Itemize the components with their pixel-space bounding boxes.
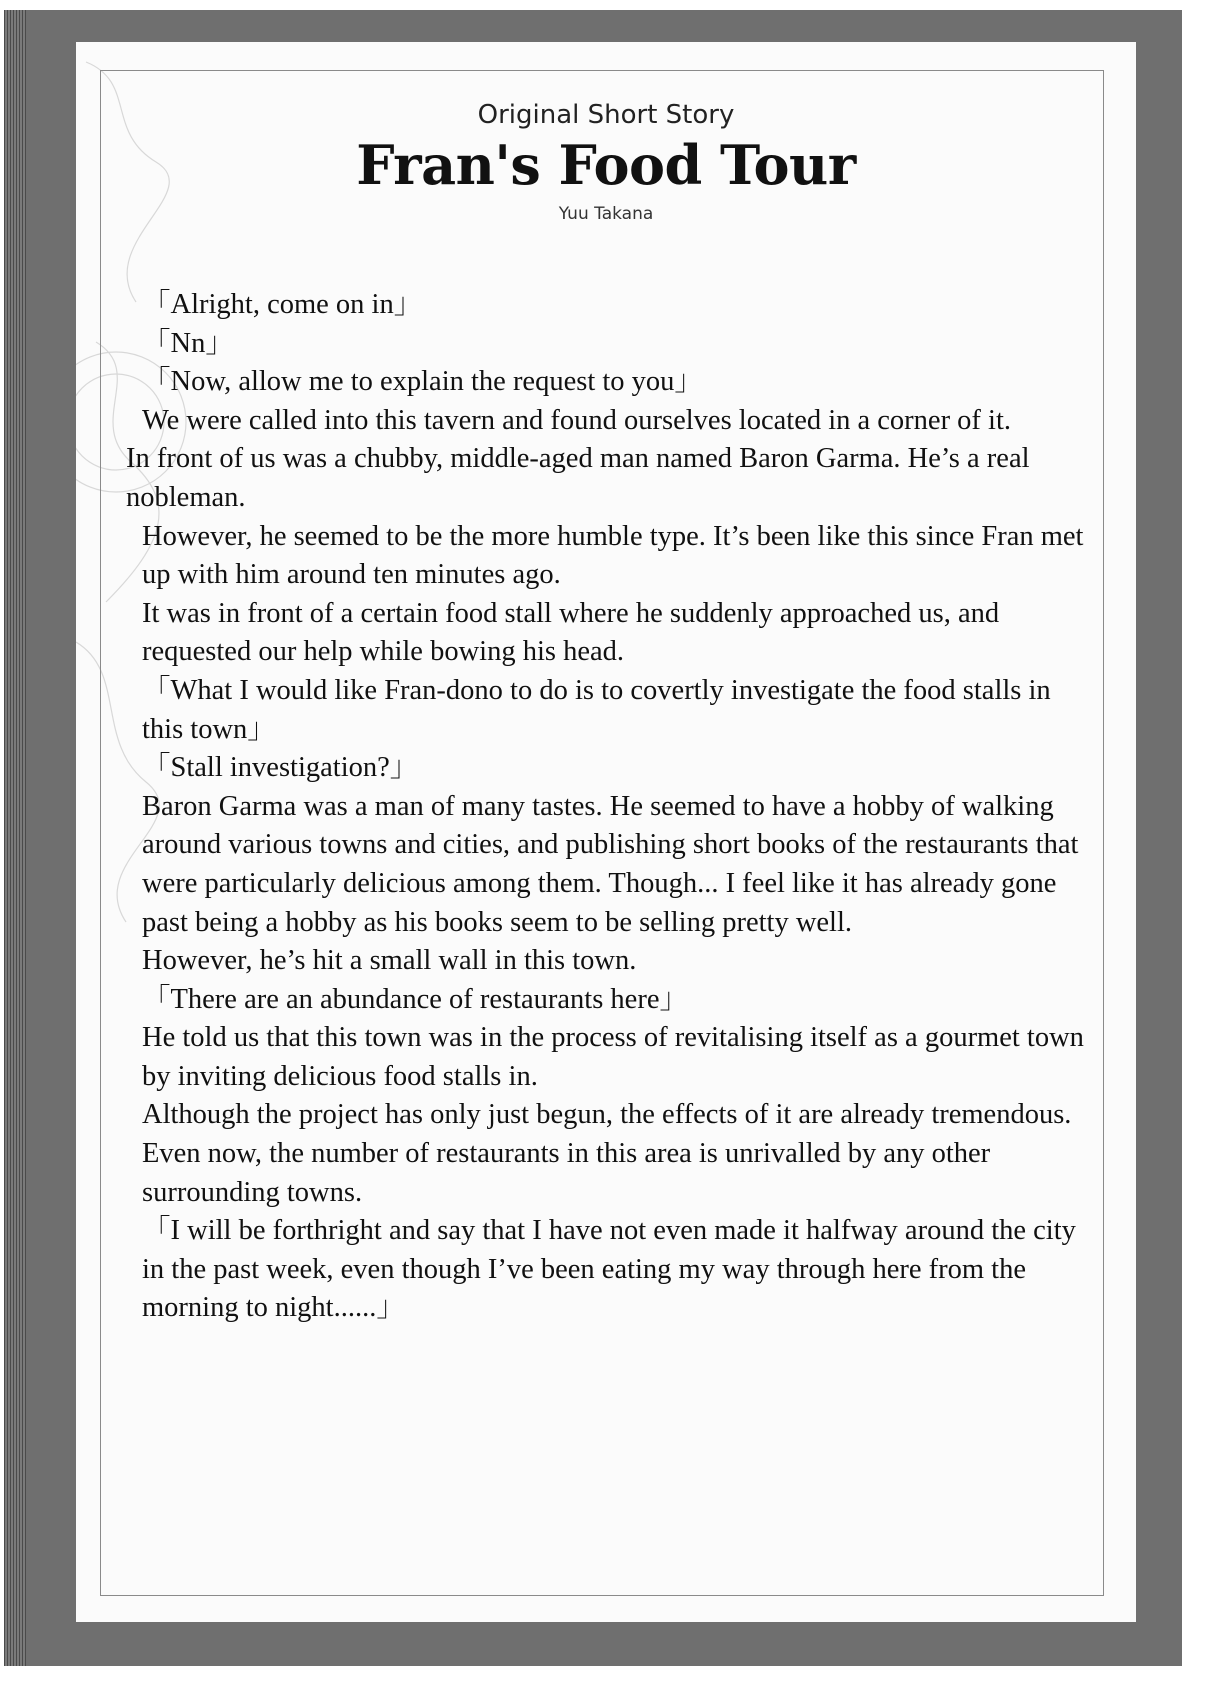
paragraph: In front of us was a chubby, middle-aged man named Baron Garma. He’s a real nobleman. xyxy=(126,443,1030,513)
paragraph: 「There are an abundance of restaurants here」 xyxy=(142,983,688,1015)
paragraph: Although the project has only just begun, the effects of it are already tremendous. xyxy=(142,1099,1072,1131)
paragraph: 「Stall investigation?」 xyxy=(142,752,419,784)
story-title: Fran's Food Tour xyxy=(356,133,856,197)
paragraph: Baron Garma was a man of many tastes. He seemed to have a hobby of walking around various towns and cities, and publishing short books of the restaurants that were particularly delicious among them. Though... I feel like it has already gone past being a hobby as his books seem to be selling pretty well. xyxy=(142,790,1079,938)
paragraph: 「What I would like Fran-dono to do is to covertly investigate the food stalls in this town」 xyxy=(142,674,1051,745)
page xyxy=(76,42,1136,1622)
paragraph: It was in front of a certain food stall where he suddenly approached us, and requested our help while bowing his head. xyxy=(142,597,1000,668)
paragraph: 「Now, allow me to explain the request to you」 xyxy=(142,366,703,398)
story-header xyxy=(76,98,1136,226)
paragraph: 「Nn」 xyxy=(142,327,234,359)
story-body xyxy=(126,286,1096,1328)
page-edges xyxy=(4,10,26,1666)
paragraph: We were called into this tavern and found ourselves located in a corner of it. xyxy=(142,404,1012,436)
paragraph: However, he’s hit a small wall in this town. xyxy=(142,945,637,977)
paragraph: However, he seemed to be the more humble type. It’s been like this since Fran met up with him around ten minutes ago. xyxy=(142,520,1084,591)
author-name: Yuu Takana xyxy=(558,204,654,224)
paragraph: He told us that this town was in the process of revitalising itself as a gourmet town by inviting delicious food stalls in. xyxy=(142,1022,1084,1092)
paragraph: 「I will be forthright and say that I have not even made it halfway around the city in the past week, even though I’ve been eating my way through here from the morning to night......」 xyxy=(142,1215,1076,1324)
paragraph: 「Alright, come on in」 xyxy=(142,289,423,320)
series-label: Original Short Story xyxy=(477,100,735,130)
paragraph: Even now, the number of restaurants in this area is unrivalled by any other surrounding towns. xyxy=(142,1138,991,1208)
